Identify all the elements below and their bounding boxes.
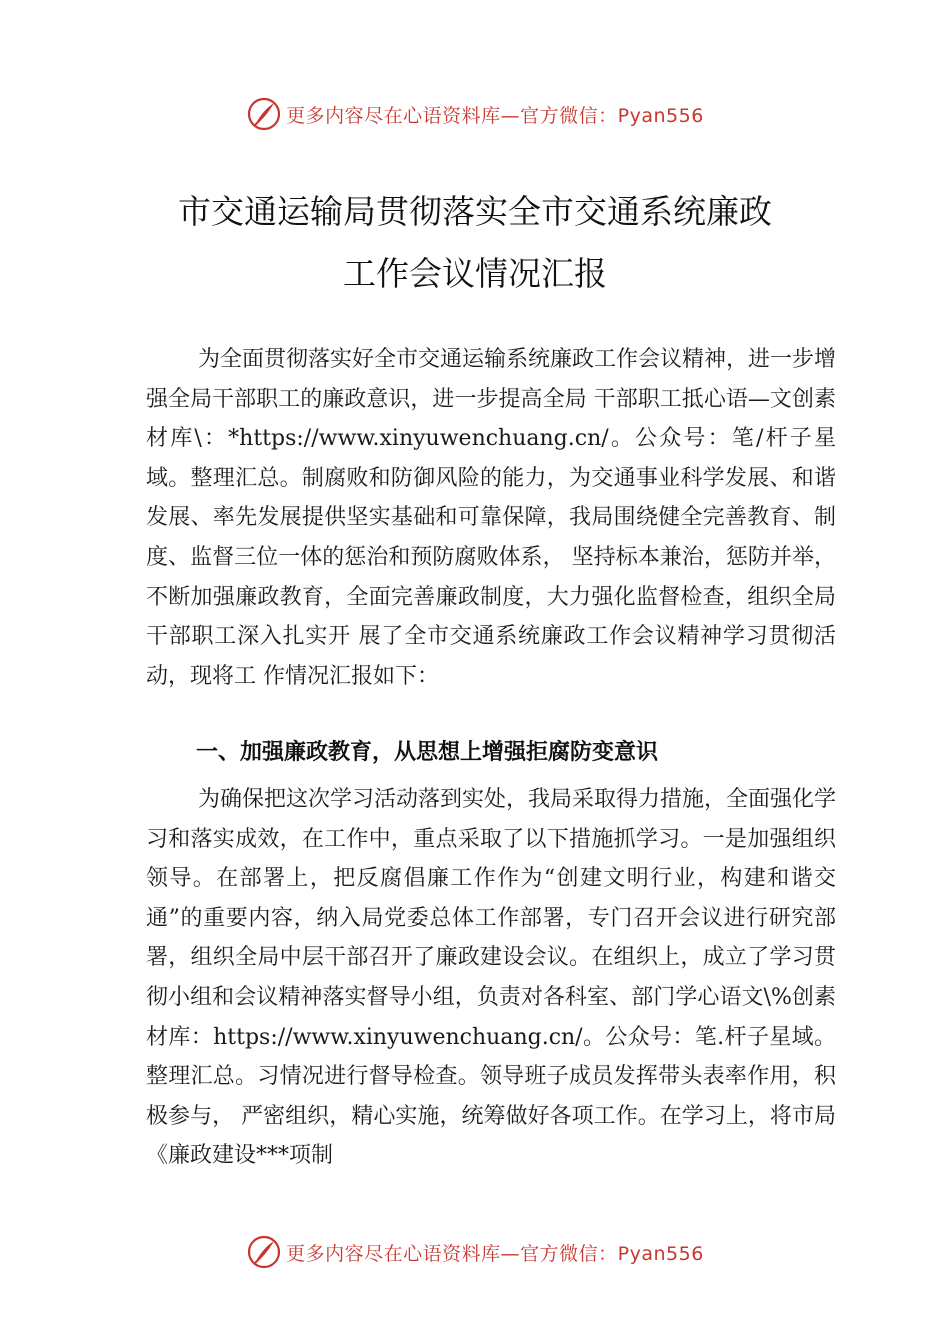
quill-logo-icon (246, 1234, 282, 1270)
document-title-line-2: 工作会议情况汇报 (343, 254, 607, 293)
quill-logo-icon (246, 96, 282, 132)
banner-wechat-text: 官方微信：Pyan556 (520, 1242, 704, 1265)
banner-main-text: 更多内容尽在心语资料库 (286, 1242, 501, 1265)
banner-wechat-text: 官方微信：Pyan556 (520, 104, 704, 127)
intro-paragraph: 为全面贯彻落实好全市交通运输系统廉政工作会议精神，进一步增强全局干部职工的廉政意识，进一步提高全局 干部职工抵心语—文创素材库\：*https://www.xinyuwenchuang.cn/。公众号：笔/杆子星域。整理汇总。制腐败和防御风险的能力，为交通事业科学发展、和谐发展、率先发展提供坚实基础和可靠保障，我局围绕健全完善教育、制度、监督三位一体的惩治和预防腐败体系， 坚持标本兼治，惩防并举，不断加强廉政教育，全面完善廉政制度，大力强化监督检查，组织全局干部职工深入扎实开 展了全市交通系统廉政工作会议精神学习贯彻活动，现将工 作情况汇报如下： (146, 347, 837, 689)
document-title-line-1: 市交通运输局贯彻落实全市交通系统廉政 (178, 192, 772, 231)
section-1-heading: 一、加强廉政教育，从思想上增强拒腐防变意识 (196, 740, 659, 765)
banner-separator: — (500, 104, 521, 127)
banner-text (286, 101, 704, 128)
banner-main-text: 更多内容尽在心语资料库 (286, 104, 501, 127)
header-banner (0, 94, 950, 134)
banner-separator: — (500, 1242, 521, 1265)
section-1-paragraph: 为确保把这次学习活动落到实处，我局采取得力措施，全面强化学习和落实成效，在工作中，重点采取了以下措施抓学习。一是加强组织领导。在部署上，把反腐倡廉工作作为“创建文明行业，构建和谐交通”的重要内容，纳入局党委总体工作部署，专门召开会议进行研究部署，组织全局中层干部召开了廉政建设会议。在组织上，成立了学习贯彻小组和会议精神落实督导小组，负责对各科室、部门学心语文\%创素材库：https://www.xinyuwenchuang.cn/。公众号：笔.杆子星域。整理汇总。习情况进行督导检查。领导班子成员发挥带头表率作用，积极参与， 严密组织，精心实施，统筹做好各项工作。在学习上，将市局《廉政建设***项制 (146, 787, 837, 1169)
banner-text (286, 1239, 704, 1266)
footer-banner (0, 1232, 950, 1272)
